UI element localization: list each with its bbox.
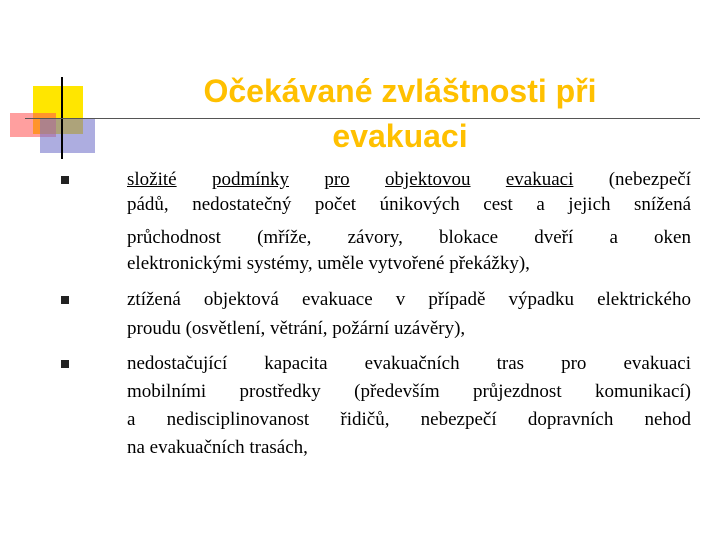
bullet-1-line-3: průchodnost (mříže, závory, blokace dveří a oken [127, 227, 691, 248]
bullet-2-line-2: proudu (osvětlení, větrání, požární uzávěry), [127, 318, 466, 339]
bullet-1-line-1 [127, 168, 691, 192]
text-segment [177, 169, 212, 190]
text-segment: objektovou [385, 169, 471, 190]
text-segment: pro [324, 169, 350, 190]
bullet-3-line-4: na evakuačních trasách, [127, 437, 308, 458]
bullet-marker [61, 360, 69, 368]
bullet-3-line-1: nedostačující kapacita evakuačních tras pro evakuaci [127, 353, 691, 374]
bullet-3-line-3: a nedisciplinovanost řidičů, nebezpečí dopravních nehod [127, 409, 691, 430]
bullet-marker [61, 176, 69, 184]
text-segment: složité [127, 169, 177, 190]
bullet-3-line-2: mobilními prostředky (především průjezdnost komunikací) [127, 381, 691, 402]
text-segment [289, 169, 324, 190]
slide-title-line-2: evakuaci [332, 118, 468, 155]
slide-title-line-1: Očekávané zvláštnosti při [203, 73, 597, 110]
bullet-1-line-2: pádů, nedostatečný počet únikových cest a jejich snížená [127, 194, 691, 215]
text-segment: podmínky [211, 169, 290, 190]
bullet-1-line-4: elektronickými systémy, uměle vytvořené překážky), [127, 253, 530, 274]
text-segment: evakuaci [505, 169, 574, 190]
text-segment [350, 169, 385, 190]
bullet-2-line-1: ztížená objektová evakuace v případě výpadku elektrického [127, 289, 691, 310]
text-segment [471, 169, 506, 190]
bullet-marker [61, 296, 69, 304]
text-segment: (nebezpečí [573, 169, 692, 190]
